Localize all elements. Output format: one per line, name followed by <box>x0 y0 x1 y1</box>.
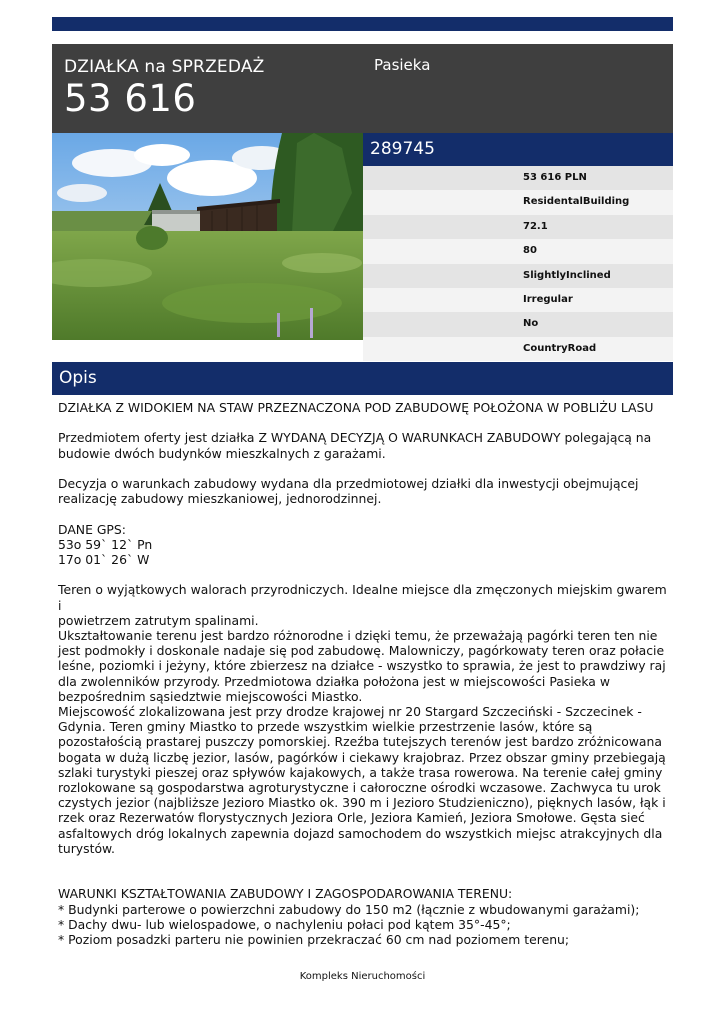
description-line: Teren o wyjątkowych walorach przyrodniczych. Idealne miejsce dla zmęczonych miejskim gwarem i <box>58 582 667 613</box>
attribute-value: No <box>523 318 539 330</box>
footer-company-name: Kompleks Nieruchomości <box>299 971 426 982</box>
attribute-row <box>363 337 673 361</box>
landscape-photo-icon <box>52 133 363 340</box>
attribute-row <box>363 288 673 312</box>
description-heading: DZIAŁKA Z WIDOKIEM NA STAW PRZEZNACZONA POD ZABUDOWĘ POŁOŻONA W POBLIŻU LASU <box>58 400 654 415</box>
description-line: turystów. <box>58 840 115 856</box>
description-line: leśne, poziomki i jeżyny, które zbierzesz na działce - wszystko to sprawia, że jest to prawdziwy raj <box>58 658 666 674</box>
attribute-value: Irregular <box>523 293 573 305</box>
description-line: Decyzja o warunkach zabudowy wydana dla przedmiotowej działki dla inwestycji obejmującej <box>58 475 639 491</box>
description-line: szlaki turystyki pieszej oraz spływów kajakowych, a także trasa rowerowa. Na terenie całej gminy <box>58 764 663 780</box>
description-line: realizację zabudowy mieszkaniowej, jednorodzinnej. <box>58 491 382 507</box>
attribute-value: CountryRoad <box>523 342 597 354</box>
section-title: Opis <box>59 368 97 388</box>
description-line: powietrzem zatrutym spalinami. <box>58 612 259 628</box>
listing-header <box>52 44 673 133</box>
description-body <box>58 400 670 947</box>
description-line: czystych jezior (najbliższe Jezioro Miastko ok. 390 m i Jezioro Studzieniczno), pięknych lasów, łąk i <box>58 795 666 811</box>
description-line: Przedmiotem oferty jest działka Z WYDANĄ DECYZJĄ O WARUNKACH ZABUDOWY polegającą na <box>58 430 652 446</box>
listing-type: DZIAŁKA na SPRZEDAŻ <box>64 57 265 77</box>
attribute-table <box>363 166 673 361</box>
condition-item: * Dachy dwu- lub wielospadowe, o nachyleniu połaci pod kątem 35°-45°; <box>58 916 511 932</box>
attribute-row <box>363 264 673 288</box>
description-line: rozlokowane są gospodarstwa agroturystyczne i całoroczne ośrodki wczasowe. Zachwyca tu urok <box>58 780 661 796</box>
offer-id: 289745 <box>370 139 435 159</box>
gps-latitude: 53o 59` 12` Pn <box>58 536 153 552</box>
description-line: jest podmokły i doskonale nadaje się pod zabudowę. Malowniczy, pagórkowaty teren oraz połacie <box>58 643 665 659</box>
attribute-row <box>363 239 673 263</box>
description-section-header <box>52 362 673 395</box>
description-line: Ukształtowanie terenu jest bardzo różnorodne i dzięki temu, że przeważają pagórki teren ten nie <box>58 627 658 643</box>
attribute-row <box>363 312 673 336</box>
gps-label: DANE GPS: <box>58 521 126 537</box>
description-line: bezpośrednim sąsiedztwie miejscowości Miastko. <box>58 688 363 704</box>
attribute-value: SlightlyInclined <box>523 269 611 281</box>
description-line: asfaltowych dróg lokalnych zapewnia dojazd samochodem do wszystkich miejsc atrakcyjnych dla <box>58 825 663 841</box>
top-accent-bar <box>52 17 673 31</box>
description-line: budowie dwóch budynków mieszkalnych z garażami. <box>58 445 386 461</box>
description-line: rzek oraz Rezerwatów florystycznych Jeziora Orle, Jeziora Kamień, Jeziora Smołowe. Gęsta sieć <box>58 810 645 826</box>
description-line: dla zwolenników przyrody. Przedmiotowa działka położona jest w miejscowości Pasieka w <box>58 673 610 689</box>
attribute-row <box>363 190 673 214</box>
attribute-row <box>363 215 673 239</box>
attribute-value: 80 <box>523 245 537 257</box>
description-line: bogata w dużą liczbę jezior, lasów, pagórków i ciekawy krajobraz. Przez obszar gminy przebiegają <box>58 749 666 765</box>
description-line: pozostałością prastarej puszczy pomorskiej. Rzeźba tutejszych terenów jest bardzo zróżnicowana <box>58 734 662 750</box>
attribute-value: 53 616 PLN <box>523 172 587 183</box>
property-photo <box>52 133 363 340</box>
listing-price: 53 616 <box>64 77 197 120</box>
attribute-value: ResidentalBuilding <box>523 196 630 208</box>
attribute-row <box>363 166 673 190</box>
offer-id-bar <box>363 133 673 166</box>
listing-location: Pasieka <box>374 56 431 74</box>
condition-item: * Poziom posadzki parteru nie powinien przekraczać 60 cm nad poziomem terenu; <box>58 932 570 948</box>
description-line: Miejscowość zlokalizowana jest przy drodze krajowej nr 20 Stargard Szczeciński - Szczecinek - <box>58 704 642 719</box>
conditions-heading: WARUNKI KSZTAŁTOWANIA ZABUDOWY I ZAGOSPODAROWANIA TERENU: <box>58 886 513 902</box>
description-line: Gdynia. Teren gminy Miastko to przede wszystkim wielkie przestrzenie lasów, które są <box>58 719 593 735</box>
gps-longitude: 17o 01` 26` W <box>58 551 150 567</box>
condition-item: * Budynki parterowe o powierzchni zabudowy do 150 m2 (łącznie z wbudowanymi garażami); <box>58 901 640 917</box>
attribute-value: 72.1 <box>523 220 548 232</box>
